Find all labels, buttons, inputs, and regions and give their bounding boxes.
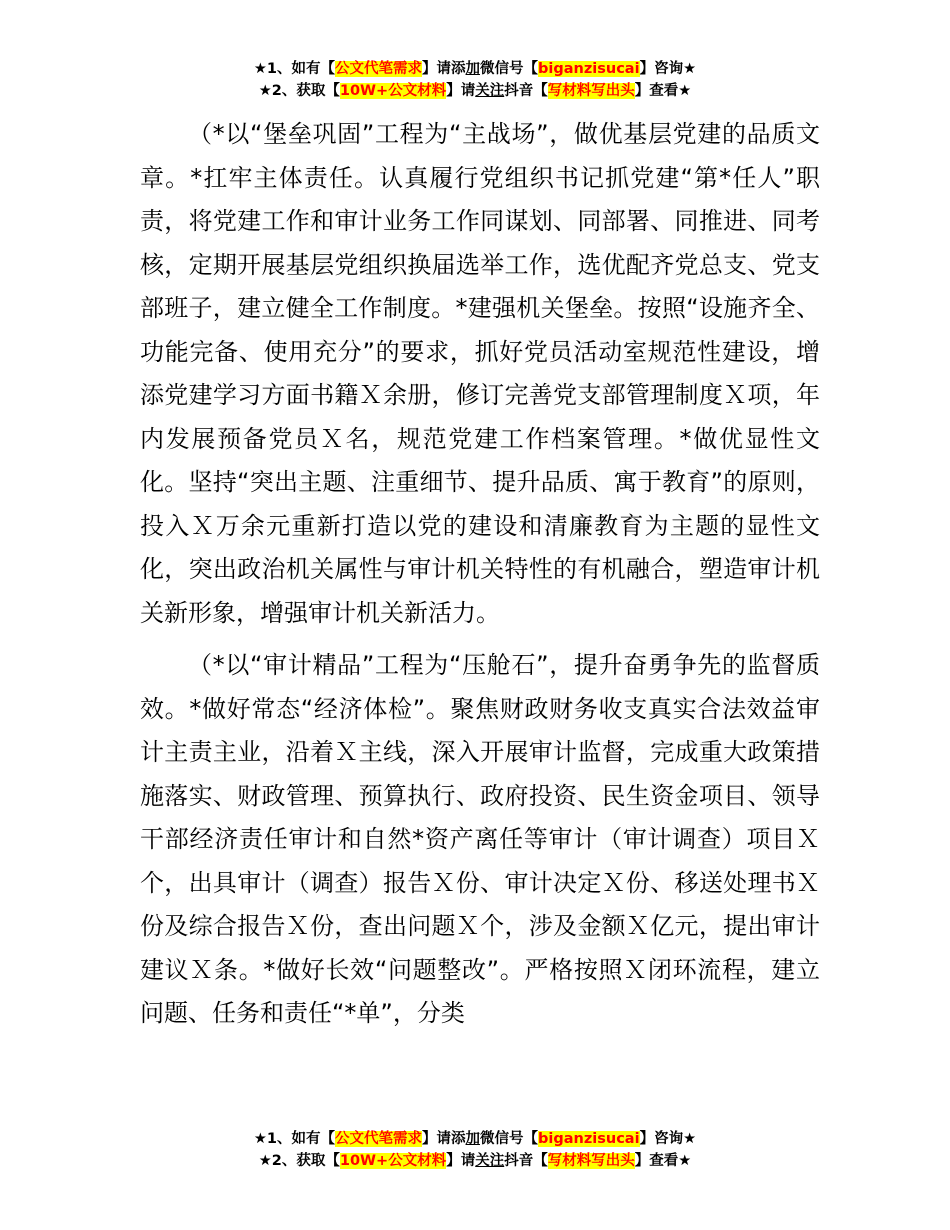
banner-text: 微信号【 [480,61,539,77]
banner-text: 】咨询★ [639,1131,697,1147]
body-paragraph-2: （*以“审计精品”工程为“压舱石”，提升奋勇争先的监督质效。*做好常态“经济体检”。聚焦财政财务收支真实合法效益审计主责主业，沿着Ｘ主线，深入开展审计监督，完成重大政策措施落实、财政管理、预算执行、政府投资、民生资金项目、领导干部经济责任审计和自然*资产离任等审计（审计调查）项目Ｘ个，出具审计（调查）报告Ｘ份、审计决定Ｘ份、移送处理书Ｘ份及综合报告Ｘ份，查出问题Ｘ个，涉及金额Ｘ亿元，提出审计建议Ｘ条。*做好长效“问题整改”。严格按照Ｘ闭环流程，建立问题、任务和责任“*单”，分类 [140,651,820,1027]
highlight-wechat-id: biganzisucai [538,1131,640,1147]
highlight-materials: 10W+公文材料 [339,83,447,99]
banner-text: 】请 [446,83,476,99]
banner-text: 抖音【 [504,83,548,99]
banner-emphasis: 关注 [475,1153,505,1169]
highlight-wechat-id: biganzisucai [538,61,640,77]
banner-emphasis: 关注 [475,83,505,99]
banner-text: 】查看★ [634,83,692,99]
highlight-materials: 10W+公文材料 [339,1153,447,1169]
banner-text: ★2、获取【 [258,83,340,99]
header-banner [0,58,950,102]
document-body [140,113,820,1036]
banner-text: ★1、如有【 [253,61,336,77]
banner-text: 】请添 [422,1131,466,1147]
highlight-service: 公文代笔需求 [335,1131,423,1147]
banner-emphasis: 加 [465,1131,481,1147]
banner-text: ★1、如有【 [253,1131,336,1147]
banner-text: 】咨询★ [639,61,697,77]
footer-banner-line-2 [0,1150,950,1172]
highlight-douyin-name: 写材料写出头 [547,1153,635,1169]
footer-banner-line-1 [0,1128,950,1150]
banner-text: 微信号【 [480,1131,539,1147]
header-banner-line-2 [0,80,950,102]
banner-emphasis: 加 [465,61,481,77]
highlight-service: 公文代笔需求 [335,61,423,77]
banner-text: 】请添 [422,61,466,77]
banner-text: 抖音【 [504,1153,548,1169]
highlight-douyin-name: 写材料写出头 [547,83,635,99]
body-paragraph-1: （*以“堡垒巩固”工程为“主战场”，做优基层党建的品质文章。*扛牢主体责任。认真履行党组织书记抓党建“第*任人”职责，将党建工作和审计业务工作同谋划、同部署、同推进、同考核，定期开展基层党组织换届选举工作，选优配齐党总支、党支部班子，建立健全工作制度。*建强机关堡垒。按照“设施齐全、功能完备、使用充分”的要求，抓好党员活动室规范性建设，增添党建学习方面书籍Ｘ余册，修订完善党支部管理制度Ｘ项，年内发展预备党员Ｘ名，规范党建工作档案管理。*做优显性文化。坚持“突出主题、注重细节、提升品质、寓于教育”的原则，投入Ｘ万余元重新打造以党的建设和清廉教育为主题的显性文化，突出政治机关属性与审计机关特性的有机融合，塑造审计机关新形象，增强审计机关新活力。 [140,120,820,627]
footer-banner [0,1128,950,1172]
banner-text: 】查看★ [634,1153,692,1169]
banner-text: 】请 [446,1153,476,1169]
banner-text: ★2、获取【 [258,1153,340,1169]
header-banner-line-1 [0,58,950,80]
